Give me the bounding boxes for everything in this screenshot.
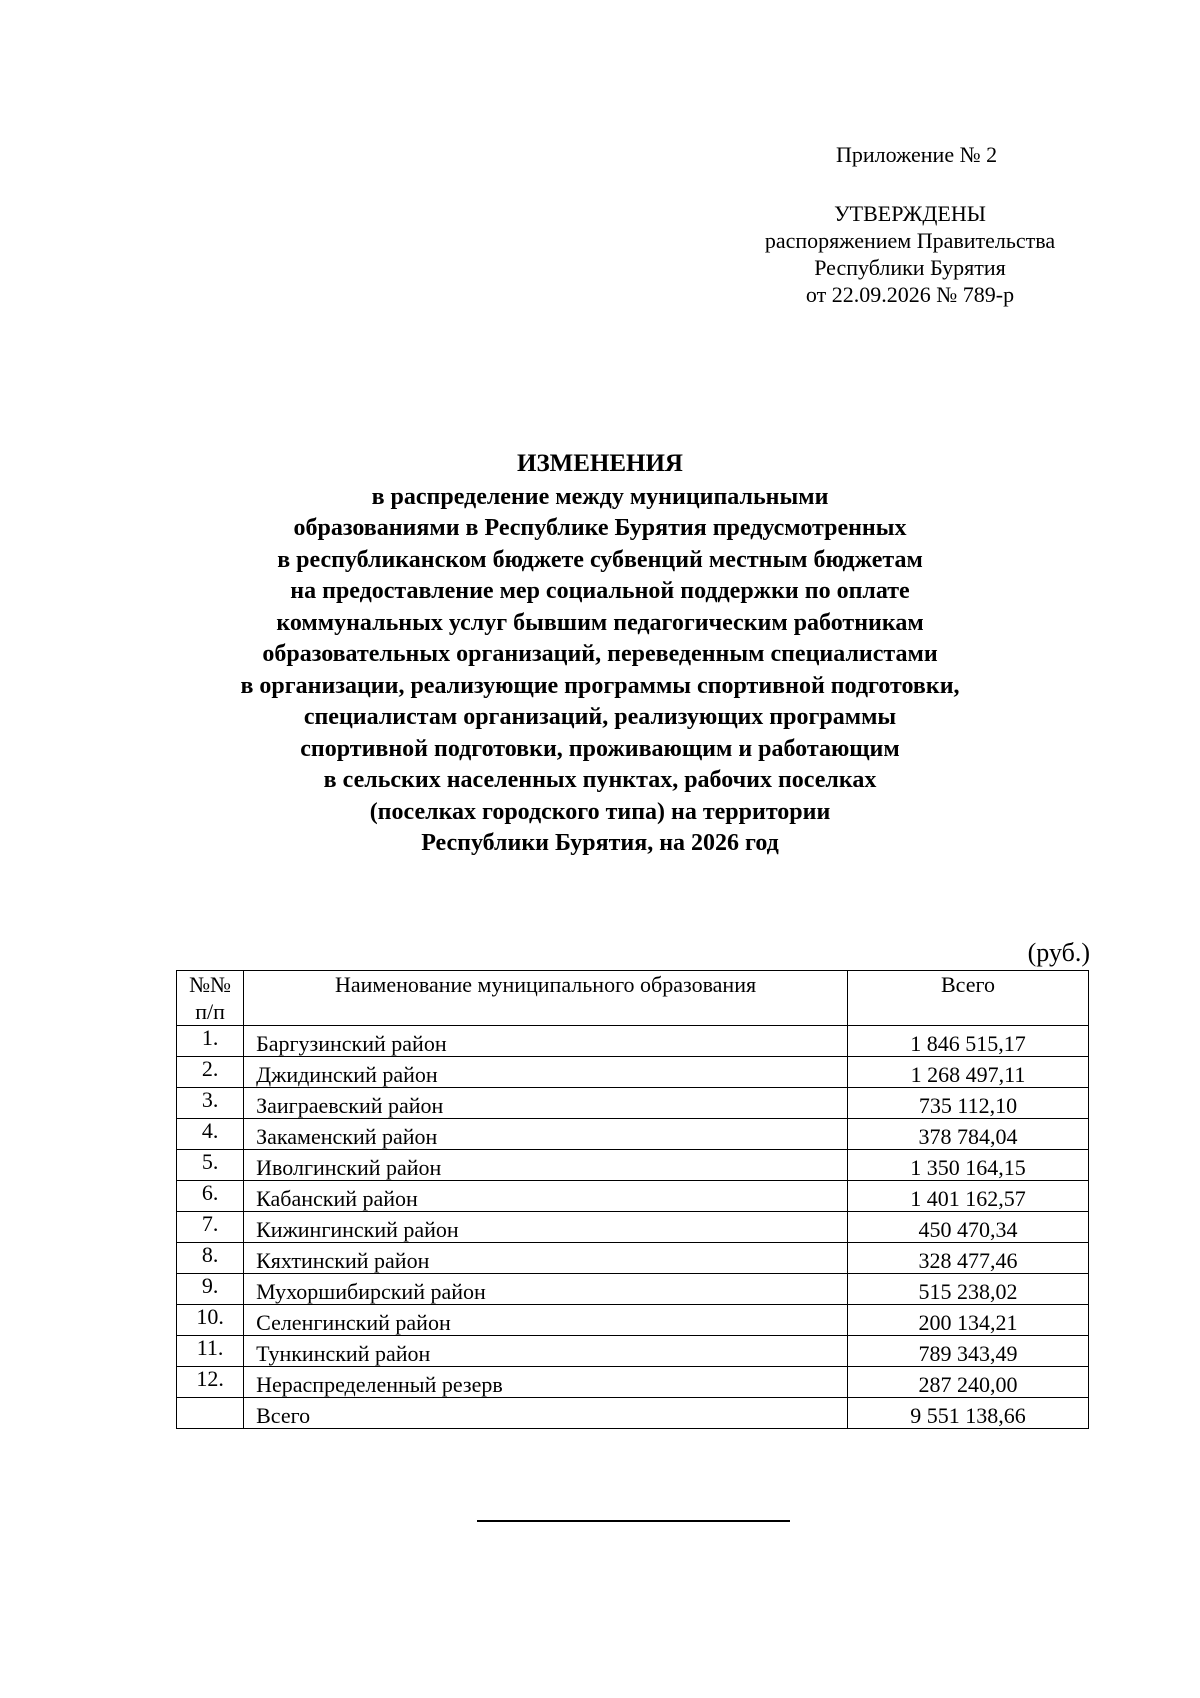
- table-body: [177, 1026, 1089, 1429]
- table-row: [177, 1150, 1089, 1181]
- row-name-cell: [244, 1367, 848, 1398]
- row-total-cell: [847, 1026, 1088, 1057]
- row-number: 5.: [201, 1149, 219, 1174]
- row-name: Закаменский район: [256, 1124, 438, 1149]
- approval-line: УТВЕРЖДЕНЫ: [834, 201, 986, 226]
- row-name: Иволгинский район: [256, 1155, 442, 1180]
- row-number-cell: [177, 1336, 244, 1367]
- row-number: 2.: [201, 1056, 219, 1081]
- approval-line: Республики Бурятия: [814, 255, 1006, 280]
- row-total-cell: [847, 1181, 1088, 1212]
- row-name: Селенгинский район: [256, 1310, 451, 1335]
- row-name: Тункинский район: [256, 1341, 431, 1366]
- document-title: [150, 448, 1050, 860]
- row-total: 735 112,10: [918, 1093, 1018, 1118]
- row-total: 1 401 162,57: [910, 1186, 1026, 1211]
- row-total-cell: [847, 1367, 1088, 1398]
- table-row: [177, 1088, 1089, 1119]
- title-line: (поселках городского типа) на территории: [369, 798, 831, 825]
- row-total: 9 551 138,66: [910, 1403, 1026, 1428]
- row-number-cell: [177, 1274, 244, 1305]
- table-row: [177, 1212, 1089, 1243]
- title-line: коммунальных услуг бывшим педагогическим работникам: [276, 609, 924, 636]
- row-total-cell: [847, 1119, 1088, 1150]
- header-total: Всего: [847, 971, 1088, 1026]
- table-total-row: [177, 1398, 1089, 1429]
- table-header-row: [177, 971, 1089, 1026]
- row-total-cell: [847, 1243, 1088, 1274]
- row-total: 200 134,21: [918, 1310, 1018, 1335]
- row-total: 450 470,34: [918, 1217, 1018, 1242]
- header-number-line: п/п: [195, 999, 225, 1024]
- header-number-line: №№: [189, 972, 232, 997]
- row-name: Нераспределенный резерв: [256, 1372, 503, 1397]
- title-line: образованиями в Республике Бурятия предусмотренных: [293, 515, 907, 541]
- row-name-cell: [244, 1398, 848, 1429]
- row-number-cell: [177, 1305, 244, 1336]
- row-name-cell: [244, 1119, 848, 1150]
- row-total: 789 343,49: [918, 1341, 1018, 1366]
- row-total: 287 240,00: [918, 1372, 1018, 1397]
- title-line: на предоставление мер социальной поддержки по оплате: [290, 578, 910, 604]
- row-total-cell: [847, 1274, 1088, 1305]
- table-row: [177, 1057, 1089, 1088]
- row-total: 378 784,04: [918, 1124, 1018, 1149]
- table-row: [177, 1181, 1089, 1212]
- row-total: 1 846 515,17: [910, 1031, 1026, 1056]
- title-line: специалистам организаций, реализующих программы: [303, 704, 897, 730]
- row-name-cell: [244, 1212, 848, 1243]
- row-number-cell: [177, 1212, 244, 1243]
- title-line: образовательных организаций, переведенным специалистами: [262, 641, 938, 667]
- row-total: 1 268 497,11: [910, 1062, 1026, 1087]
- table-row: [177, 1336, 1089, 1367]
- table-row: [177, 1305, 1089, 1336]
- distribution-table: [176, 970, 1089, 1429]
- row-number-cell: [177, 1367, 244, 1398]
- table-row: [177, 1026, 1089, 1057]
- row-name-cell: [244, 1305, 848, 1336]
- row-name: Джидинский район: [256, 1062, 438, 1087]
- row-number: 1.: [201, 1025, 219, 1050]
- approval-block: [740, 200, 1080, 308]
- row-name: Заиграевский район: [256, 1093, 444, 1118]
- row-number: 8.: [201, 1242, 219, 1267]
- row-number-cell: [177, 1398, 244, 1429]
- row-total: 515 238,02: [918, 1279, 1018, 1304]
- row-number-cell: [177, 1119, 244, 1150]
- title-line: в распределение между муниципальными: [371, 483, 829, 510]
- unit-label: (руб.): [1027, 938, 1090, 967]
- row-number: 4.: [201, 1118, 219, 1143]
- approval-line: от 22.09.2026 № 789-р: [805, 282, 1015, 307]
- title-line: в республиканском бюджете субвенций местным бюджетам: [277, 546, 923, 573]
- title-main: ИЗМЕНЕНИЯ: [517, 450, 683, 477]
- row-number: 3.: [201, 1087, 219, 1112]
- appendix-label: Приложение № 2: [836, 142, 998, 167]
- row-number: 12.: [196, 1366, 224, 1391]
- row-name: Мухоршибирский район: [256, 1279, 486, 1304]
- row-total-cell: [847, 1057, 1088, 1088]
- row-name: Кижингинский район: [256, 1217, 459, 1242]
- table-row: [177, 1367, 1089, 1398]
- row-name-cell: [244, 1181, 848, 1212]
- row-number-cell: [177, 1057, 244, 1088]
- row-number: 10.: [196, 1304, 224, 1329]
- row-number: 9.: [201, 1273, 219, 1298]
- row-number-cell: [177, 1150, 244, 1181]
- row-number-cell: [177, 1181, 244, 1212]
- row-total-cell: [847, 1212, 1088, 1243]
- row-name-cell: [244, 1274, 848, 1305]
- title-line: спортивной подготовки, проживающим и работающим: [300, 735, 900, 762]
- row-number-cell: [177, 1026, 244, 1057]
- row-total-cell: [847, 1336, 1088, 1367]
- approval-line: распоряжением Правительства: [764, 228, 1056, 253]
- row-total: 328 477,46: [918, 1248, 1018, 1273]
- row-name-cell: [244, 1150, 848, 1181]
- row-number-cell: [177, 1243, 244, 1274]
- row-total-cell: [847, 1305, 1088, 1336]
- header-name: Наименование муниципального образования: [244, 971, 848, 1026]
- title-line: в сельских населенных пунктах, рабочих поселках: [323, 767, 877, 793]
- row-total: 1 350 164,15: [910, 1155, 1026, 1180]
- table-row: [177, 1119, 1089, 1150]
- title-line: в организации, реализующие программы спортивной подготовки,: [240, 672, 960, 699]
- header-number: [177, 971, 244, 1026]
- row-number: 6.: [201, 1180, 219, 1205]
- row-name-cell: [244, 1336, 848, 1367]
- row-name-cell: [244, 1243, 848, 1274]
- row-name-cell: [244, 1057, 848, 1088]
- row-total-cell: [847, 1088, 1088, 1119]
- row-total-cell: [847, 1150, 1088, 1181]
- row-number: 7.: [201, 1211, 219, 1236]
- title-line: Республики Бурятия, на 2026 год: [421, 830, 779, 856]
- row-name-cell: [244, 1088, 848, 1119]
- row-name: Всего: [256, 1403, 311, 1428]
- row-number-cell: [177, 1088, 244, 1119]
- row-number: 11.: [196, 1335, 224, 1360]
- row-name-cell: [244, 1026, 848, 1057]
- table-row: [177, 1274, 1089, 1305]
- row-name: Кяхтинский район: [256, 1248, 430, 1273]
- row-name: Кабанский район: [256, 1186, 418, 1211]
- row-name: Баргузинский район: [256, 1031, 447, 1056]
- table-row: [177, 1243, 1089, 1274]
- row-total-cell: [847, 1398, 1088, 1429]
- bottom-rule: [477, 1520, 790, 1522]
